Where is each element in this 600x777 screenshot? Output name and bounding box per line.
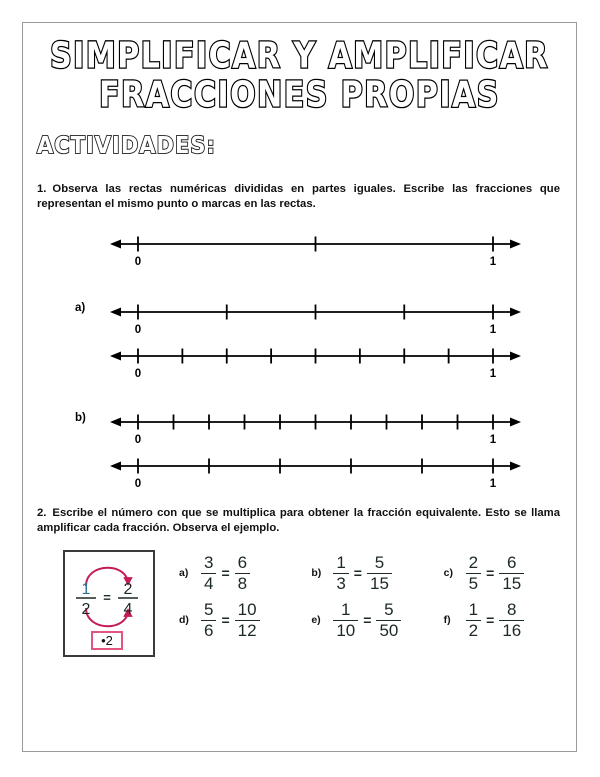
group-spacer: [23, 270, 576, 294]
activity2-text: Escribe el número con que se multiplica para obtener la fracción equivalente. Esto se llama amplificar cada fracción. Observa el ejemplo.: [37, 507, 560, 534]
number-line-row: [23, 294, 576, 338]
exercise-letter: a): [179, 567, 189, 580]
activity2-body: [23, 550, 576, 657]
exercise-fraction-left-denominator: 5: [466, 573, 481, 593]
exercise-fraction-right: [235, 554, 250, 593]
exercise-item[interactable]: [179, 554, 311, 593]
number-line-group-label: b): [75, 412, 86, 424]
activity1-number: 1.: [37, 183, 47, 195]
number-line-svg: [108, 226, 523, 266]
exercise-fraction-left-numerator: 3: [204, 553, 214, 572]
exercise-fraction-right-numerator: 5: [384, 599, 394, 619]
example-box: [63, 550, 155, 657]
title-line-1: SIMPLIFICAR Y AMPLIFICAR: [50, 35, 549, 78]
exercise-fraction-right-numerator: 6: [507, 553, 517, 572]
number-line-row: [23, 448, 576, 490]
equals-sign: =: [486, 612, 495, 629]
exercise-item[interactable]: [311, 601, 443, 640]
exercise-letter: c): [443, 567, 453, 580]
number-line: [108, 226, 523, 271]
exercise-fraction-left-numerator: 1: [341, 599, 351, 619]
exercise-fraction-left: [201, 554, 216, 593]
multiplier-label: •2: [101, 633, 113, 648]
exercise-fraction-right-numerator: 5: [374, 553, 385, 572]
activity1-instruction: [37, 182, 560, 212]
exercise-fraction-right: [367, 554, 392, 593]
tick-label-zero: 0: [134, 478, 142, 488]
exercise-fraction-right-numerator: 8: [507, 599, 517, 619]
equals-sign: =: [221, 612, 230, 629]
example-diagram: [65, 552, 149, 651]
tick-label-one: 1: [489, 324, 497, 334]
exercise-item[interactable]: [311, 554, 443, 593]
number-line-row: [23, 404, 576, 448]
exercise-fraction-left: [466, 554, 481, 593]
tick-label-one: 1: [489, 434, 497, 444]
number-line-svg: [108, 404, 523, 444]
exercise-fraction-right-denominator: 15: [499, 573, 524, 593]
tick-label-zero: 0: [134, 256, 142, 266]
exercise-fraction-left: [333, 601, 358, 640]
number-line-svg: [108, 448, 523, 488]
number-line-row: [23, 226, 576, 270]
exercise-item[interactable]: [444, 601, 576, 640]
worksheet-page: [22, 22, 577, 752]
number-line: [108, 338, 523, 383]
tick-label-zero: 0: [134, 434, 142, 444]
exercise-fraction-right: [499, 601, 524, 640]
equals-sign: =: [486, 565, 495, 582]
exercise-fraction-left-numerator: 2: [468, 553, 479, 572]
example-right-denominator: 4: [123, 601, 133, 618]
exercise-fraction-right: [376, 601, 401, 640]
equals-sign: =: [353, 565, 362, 582]
exercise-fraction-left-numerator: 1: [468, 599, 479, 619]
exercise-item[interactable]: [444, 554, 576, 593]
exercise-letter: d): [179, 614, 189, 627]
tick-label-one: 1: [489, 368, 497, 378]
number-line-group-label: a): [75, 302, 86, 314]
worksheet-title: [23, 23, 576, 117]
exercise-fraction-left-denominator: 6: [201, 620, 216, 640]
title-line-2: FRACCIONES PROPIAS: [99, 74, 500, 117]
example-equals-sign: =: [103, 590, 111, 605]
group-spacer: [23, 380, 576, 404]
exercise-fraction-right-denominator: 16: [499, 620, 524, 640]
equals-sign: =: [363, 612, 372, 629]
exercise-fraction-left: [201, 601, 216, 640]
activity2-number: 2.: [37, 507, 47, 519]
number-lines-container: [23, 226, 576, 490]
tick-label-one: 1: [489, 256, 497, 266]
exercise-letter: e): [311, 614, 321, 627]
tick-label-one: 1: [489, 478, 497, 488]
exercise-grid: [179, 550, 576, 639]
example-left-numerator: 1: [81, 581, 91, 598]
exercise-fraction-left-denominator: 3: [333, 573, 348, 593]
tick-label-zero: 0: [134, 324, 142, 334]
exercise-fraction-left-denominator: 10: [333, 620, 358, 640]
example-right-numerator: 2: [123, 581, 133, 598]
exercise-fraction-left-denominator: 2: [466, 620, 481, 640]
numerator-arrow-icon: [86, 568, 128, 586]
exercise-fraction-left-numerator: 5: [204, 599, 214, 619]
exercise-item[interactable]: [179, 601, 311, 640]
equals-sign: =: [221, 565, 230, 582]
exercise-letter: f): [443, 614, 451, 627]
exercise-fraction-right-denominator: 12: [235, 620, 260, 640]
exercise-fraction-left-numerator: 1: [336, 553, 346, 572]
exercise-fraction-right: [235, 601, 260, 640]
exercise-fraction-right: [499, 554, 524, 593]
exercise-fraction-right-denominator: 8: [235, 573, 250, 593]
activity1-text: Observa las rectas numéricas divididas en partes iguales. Escribe las fracciones que representan el mismo punto o marcas en las rectas.: [37, 183, 560, 210]
denominator-arrow-icon: [86, 608, 128, 626]
exercise-fraction-right-numerator: 10: [237, 599, 257, 619]
exercise-fraction-right-denominator: 15: [367, 573, 392, 593]
activities-heading: ACTIVIDADES:: [37, 132, 216, 159]
number-line-svg: [108, 294, 523, 334]
number-line: [108, 448, 523, 493]
example-left-denominator: 2: [81, 601, 91, 618]
exercise-fraction-right-numerator: 6: [237, 553, 248, 572]
activity2-instruction: [37, 506, 560, 536]
exercise-fraction-left: [333, 554, 348, 593]
number-line-row: [23, 338, 576, 380]
tick-label-zero: 0: [134, 368, 142, 378]
exercise-fraction-left-denominator: 4: [201, 573, 216, 593]
number-line: [108, 404, 523, 449]
exercise-fraction-right-denominator: 50: [376, 620, 401, 640]
exercise-fraction-left: [466, 601, 481, 640]
exercise-letter: b): [311, 567, 322, 580]
number-line-svg: [108, 338, 523, 378]
number-line: [108, 294, 523, 339]
